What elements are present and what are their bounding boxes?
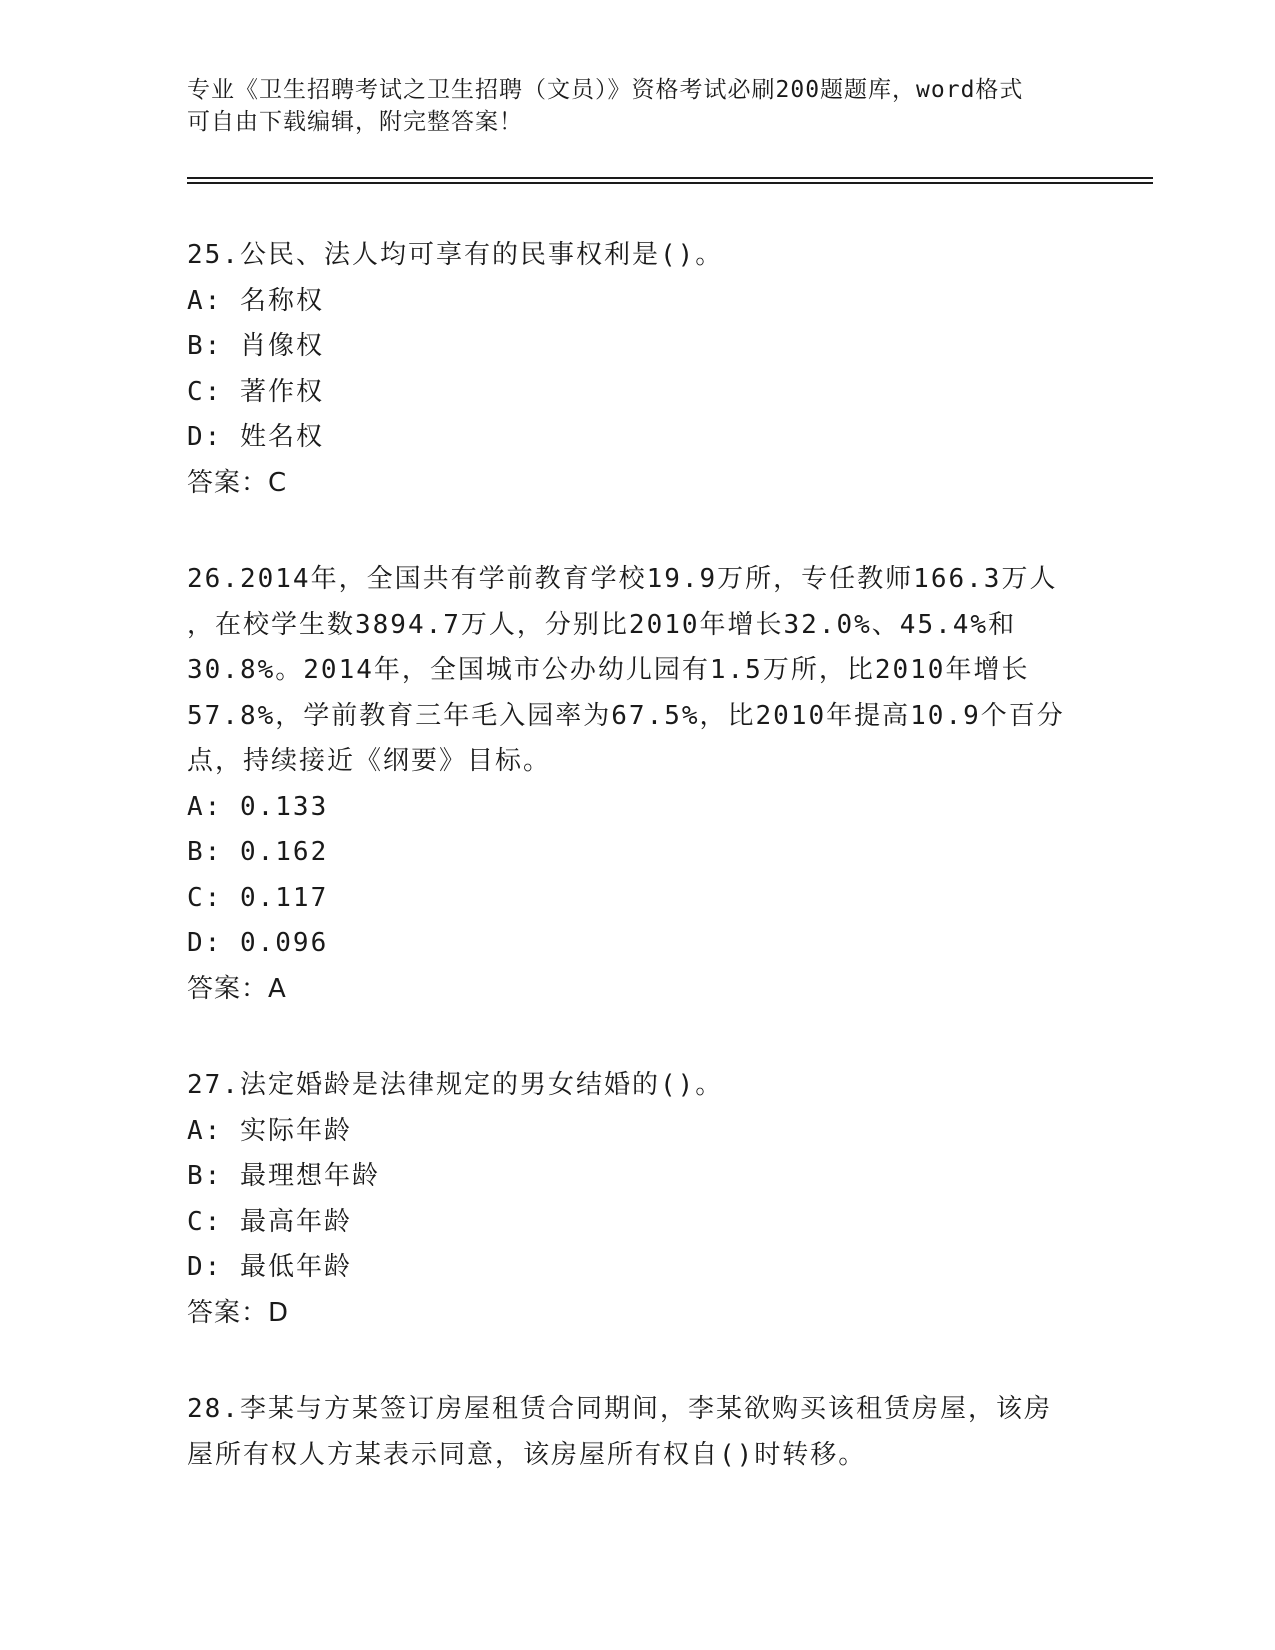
- header-divider-top: [187, 177, 1153, 179]
- option-c: C: 最高年龄: [187, 1206, 352, 1237]
- question-stem: 28.李某与方某签订房屋租赁合同期间，李某欲购买该租赁房屋，该房: [187, 1394, 1052, 1424]
- option-b: B: 0.162: [187, 837, 329, 867]
- option-a: A: 实际年龄: [187, 1115, 352, 1146]
- option-a: A: 名称权: [187, 285, 324, 316]
- question-stem: 57.8%，学前教育三年毛入园率为67.5%，比2010年提高10.9个百分: [187, 700, 1065, 731]
- option-d: D: 0.096: [187, 928, 329, 958]
- question-27: [187, 1063, 1087, 1336]
- question-list: [187, 233, 1087, 1529]
- question-stem: ，在校学生数3894.7万人，分别比2010年增长32.0%、45.4%和: [187, 609, 1017, 640]
- question-28: [187, 1387, 1087, 1478]
- option-d: D: 姓名权: [187, 422, 324, 452]
- question-stem: 屋所有权人方某表示同意，该房屋所有权自()时转移。: [187, 1439, 867, 1470]
- answer-label: 答案：A: [187, 973, 287, 1004]
- answer-label: 答案：C: [187, 467, 288, 498]
- header-line-2: 可自由下载编辑，附完整答案！: [187, 109, 523, 135]
- question-stem: 26.2014年，全国共有学前教育学校19.9万所，专任教师166.3万人: [187, 564, 1058, 594]
- answer-label: 答案：D: [187, 1297, 290, 1328]
- header-divider-bottom: [187, 182, 1153, 184]
- question-stem: 27.法定婚龄是法律规定的男女结婚的()。: [187, 1070, 724, 1100]
- option-c: C: 0.117: [187, 882, 329, 913]
- header-line-1: 专业《卫生招聘考试之卫生招聘（文员）》资格考试必刷200题题库，word格式: [187, 77, 1024, 103]
- document-header: [187, 74, 1067, 138]
- option-c: C: 著作权: [187, 376, 324, 407]
- option-d: D: 最低年龄: [187, 1252, 352, 1282]
- question-stem: 30.8%。2014年，全国城市公办幼儿园有1.5万所，比2010年增长: [187, 655, 1030, 685]
- question-26: [187, 557, 1087, 1012]
- question-stem: 25.公民、法人均可享有的民事权利是()。: [187, 240, 724, 270]
- option-b: B: 肖像权: [187, 331, 324, 361]
- option-a: A: 0.133: [187, 791, 329, 822]
- question-25: [187, 233, 1087, 506]
- option-b: B: 最理想年龄: [187, 1161, 380, 1191]
- question-stem: 点，持续接近《纲要》目标。: [187, 746, 552, 776]
